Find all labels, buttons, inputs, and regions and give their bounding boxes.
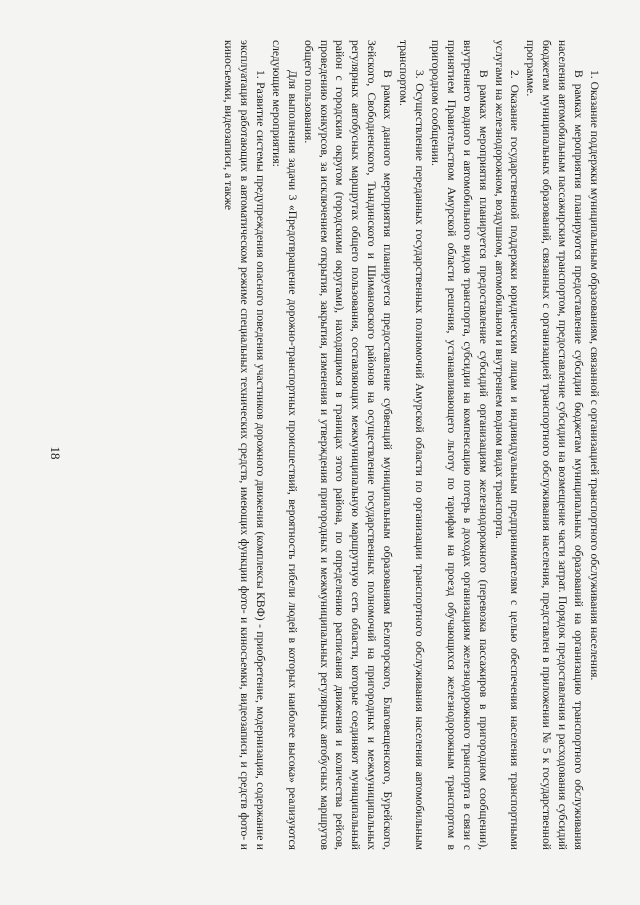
paragraph: 1. Развитие системы предупреждения опасного поведения участников дорожного движения (комплексы КВФ) - приобретение, модернизация, содержание и эксплуатация работающих в автоматическом режиме специальных технических средств, имеющих функции фото- и киносъемки, видеозаписи, и средств фото- и киносъемки, видеозаписи, а также xyxy=(222,40,267,850)
paragraph: 2. Оказание государственной поддержки юридическим лицам и индивидуальным предпринимателям с целью обеспечения населения транспортными услугами на железнодорожном, воздушном, автомобильном и внутреннем водном видах транспорта. xyxy=(492,40,522,850)
paragraph: 3. Осуществление переданных государственных полномочий Амурской области по организации транспортного обслуживания населения автомобильным транспортом. xyxy=(397,40,427,850)
paragraph: В рамках мероприятия планируются предоставление субсидии бюджетам муниципальных образований на организацию транспортного обслуживания населения автомобильным пассажирским транспортом, предоставление субсидии на возмещение части затрат. Порядок предоставления и расходования субсидий бюджетам муниципальных образований, связанных с организацией транспортного обслуживания населения, представлен в приложении № 5 к государственной программе. xyxy=(524,40,586,850)
paragraph: В рамках мероприятия планируется предоставление субсидий организациям железнодорожного (перевозка пассажиров в пригородном сообщении), внутреннего водного и автомобильного видов транспорта, субсидии на компенсацию потерь в доходах организациям железнодорожного транспорта в связи с принятием Правительством Амурской области решения, устанавливающего льготу по тарифам на проезд обучающихся железнодорожным транспортом в пригородном сообщении. xyxy=(428,40,490,850)
paragraph: В рамках данного мероприятия планируется предоставление субвенций муниципальным образованиям Белогорского, Благовещенского, Бурейского, Зейского, Свободненского, Тындинского и Шимановского районов на осуществление государственных полномочий на пригородных и межмуниципальных регулярных автобусных маршрутах общего пользования, составляющих межмуниципальную маршрутную сеть области, которые соединяют муниципальный район с городским округом (городскими округами), находящимся в границах этого района, по определению расписания движения и количества рейсов, проведению конкурсов, за исключением открытия, закрытия, изменения и утверждения пригородных и межмуниципальных регулярных автобусных маршрутов общего пользования. xyxy=(301,40,395,850)
page-number: 18 xyxy=(48,446,63,460)
paragraph: 1. Оказание поддержки муниципальным образованиям, связанной с организацией транспортного обслуживания населения. xyxy=(588,70,601,681)
paragraph: Для выполнения задачи 3 «Предотвращение дорожно-транспортных происшествий, вероятность гибели людей в которых наиболее высока» реализуются следующие мероприятия: xyxy=(269,40,299,850)
body-text xyxy=(97,40,602,850)
